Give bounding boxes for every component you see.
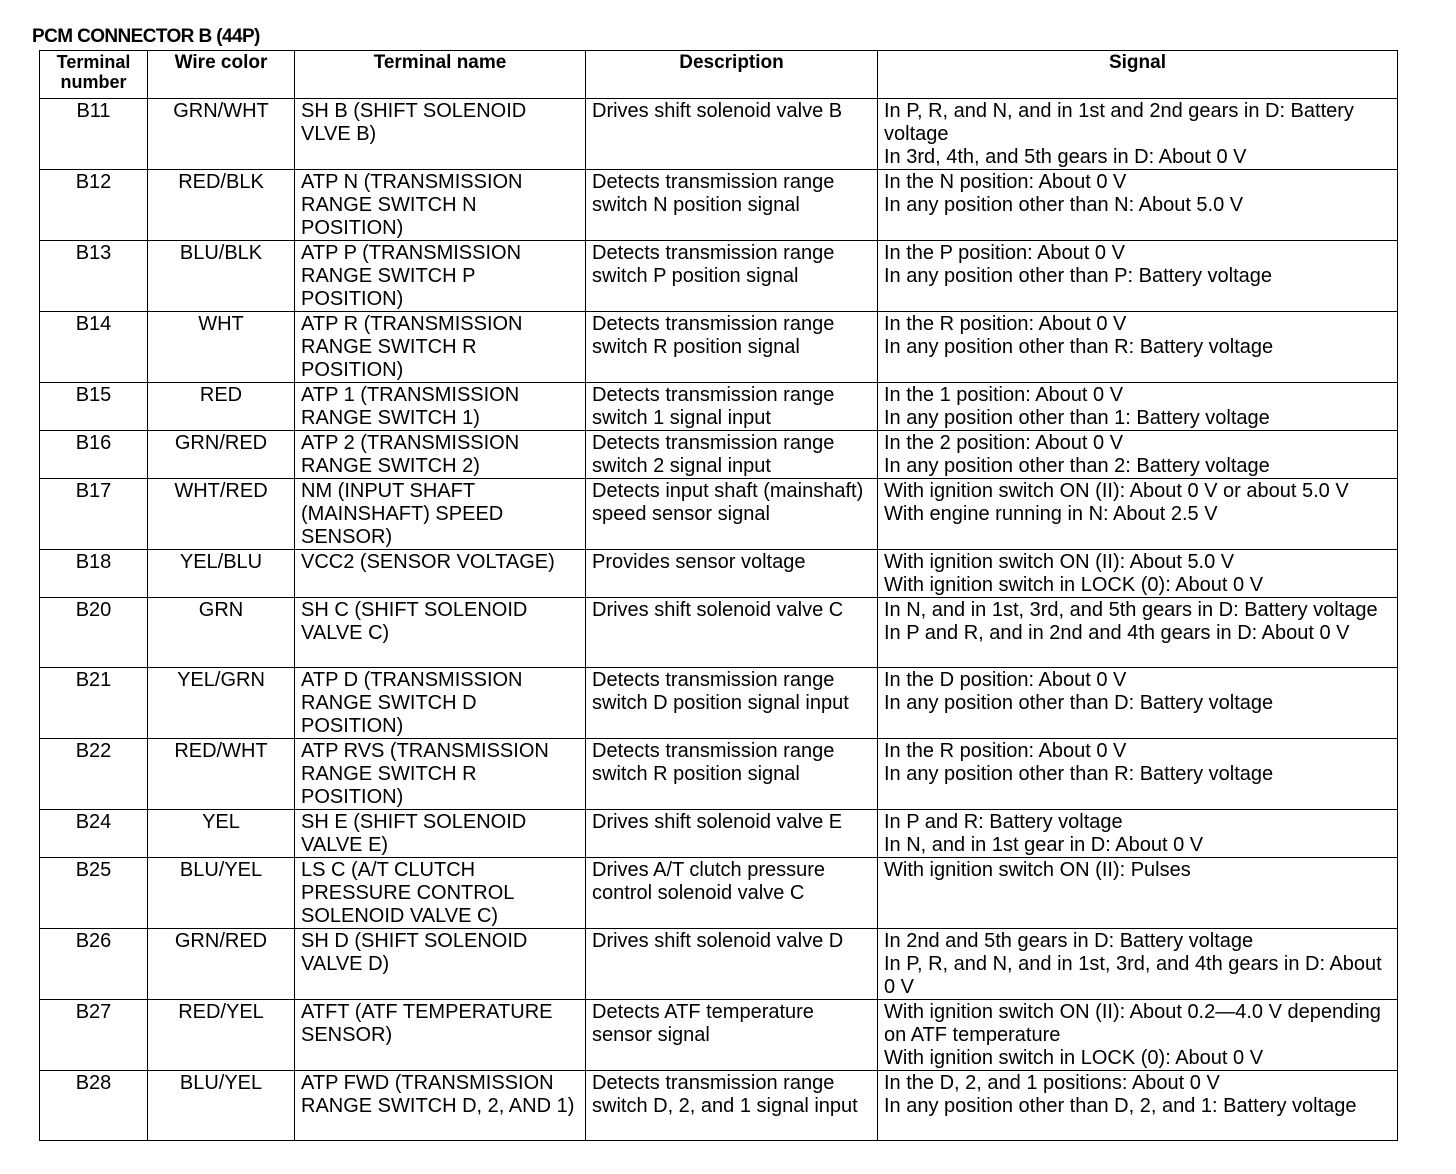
terminal-cell: B12 xyxy=(40,170,148,241)
table-row xyxy=(40,739,1398,810)
wire-color-cell: BLU/BLK xyxy=(148,241,295,312)
terminal-name-cell: SH B (SHIFT SOLENOID VLVE B) xyxy=(295,99,586,170)
description-cell: Detects transmission range switch D, 2, and 1 signal input xyxy=(586,1071,878,1141)
header-wire-color: Wire color xyxy=(148,51,295,99)
description-cell: Drives shift solenoid valve C xyxy=(586,598,878,668)
table-row xyxy=(40,858,1398,929)
description-cell: Detects transmission range switch R position signal xyxy=(586,312,878,383)
signal-cell: In the D position: About 0 V In any position other than D: Battery voltage xyxy=(878,668,1398,739)
terminal-name-cell: ATP RVS (TRANSMISSION RANGE SWITCH R POSITION) xyxy=(295,739,586,810)
table-row xyxy=(40,479,1398,550)
description-cell: Drives shift solenoid valve D xyxy=(586,929,878,1000)
terminal-cell: B15 xyxy=(40,383,148,431)
table-row xyxy=(40,810,1398,858)
signal-cell: With ignition switch ON (II): About 0 V or about 5.0 V With engine running in N: About 2.5 V xyxy=(878,479,1398,550)
terminal-name-cell: ATP N (TRANSMISSION RANGE SWITCH N POSITION) xyxy=(295,170,586,241)
description-cell: Detects transmission range switch N position signal xyxy=(586,170,878,241)
table-row xyxy=(40,383,1398,431)
wire-color-cell: WHT xyxy=(148,312,295,383)
description-cell: Detects transmission range switch 1 signal input xyxy=(586,383,878,431)
signal-cell: With ignition switch ON (II): About 0.2—4.0 V depending on ATF temperature With ignition switch in LOCK (0): About 0 V xyxy=(878,1000,1398,1071)
description-cell: Detects ATF temperature sensor signal xyxy=(586,1000,878,1071)
signal-cell: In N, and in 1st, 3rd, and 5th gears in D: Battery voltage In P and R, and in 2nd and 4th gears in D: About 0 V xyxy=(878,598,1398,668)
terminal-name-cell: VCC2 (SENSOR VOLTAGE) xyxy=(295,550,586,598)
terminal-cell: B14 xyxy=(40,312,148,383)
terminal-cell: B21 xyxy=(40,668,148,739)
wire-color-cell: RED/YEL xyxy=(148,1000,295,1071)
terminal-cell: B27 xyxy=(40,1000,148,1071)
table-title: PCM CONNECTOR B (44P) xyxy=(32,26,260,47)
table-row xyxy=(40,1071,1398,1141)
wire-color-cell: RED/BLK xyxy=(148,170,295,241)
terminal-name-cell: ATP P (TRANSMISSION RANGE SWITCH P POSITION) xyxy=(295,241,586,312)
wire-color-cell: YEL/GRN xyxy=(148,668,295,739)
signal-cell: With ignition switch ON (II): About 5.0 V With ignition switch in LOCK (0): About 0 V xyxy=(878,550,1398,598)
table-row xyxy=(40,929,1398,1000)
terminal-cell: B17 xyxy=(40,479,148,550)
terminal-cell: B22 xyxy=(40,739,148,810)
wire-color-cell: YEL/BLU xyxy=(148,550,295,598)
description-cell: Detects transmission range switch D position signal input xyxy=(586,668,878,739)
terminal-name-cell: NM (INPUT SHAFT (MAINSHAFT) SPEED SENSOR) xyxy=(295,479,586,550)
terminal-cell: B28 xyxy=(40,1071,148,1141)
signal-cell: In the D, 2, and 1 positions: About 0 V In any position other than D, 2, and 1: Battery voltage xyxy=(878,1071,1398,1141)
table-row xyxy=(40,598,1398,668)
table-row xyxy=(40,431,1398,479)
description-cell: Detects transmission range switch R position signal xyxy=(586,739,878,810)
wire-color-cell: BLU/YEL xyxy=(148,1071,295,1141)
terminal-cell: B18 xyxy=(40,550,148,598)
wire-color-cell: GRN xyxy=(148,598,295,668)
signal-cell: With ignition switch ON (II): Pulses xyxy=(878,858,1398,929)
terminal-name-cell: ATP D (TRANSMISSION RANGE SWITCH D POSITION) xyxy=(295,668,586,739)
header-terminal-number: Terminal number xyxy=(40,51,148,99)
terminal-name-cell: LS C (A/T CLUTCH PRESSURE CONTROL SOLENOID VALVE C) xyxy=(295,858,586,929)
wire-color-cell: GRN/RED xyxy=(148,929,295,1000)
wire-color-cell: BLU/YEL xyxy=(148,858,295,929)
wire-color-cell: GRN/RED xyxy=(148,431,295,479)
description-cell: Drives A/T clutch pressure control solenoid valve C xyxy=(586,858,878,929)
wire-color-cell: YEL xyxy=(148,810,295,858)
signal-cell: In the R position: About 0 V In any position other than R: Battery voltage xyxy=(878,312,1398,383)
wire-color-cell: GRN/WHT xyxy=(148,99,295,170)
terminal-cell: B24 xyxy=(40,810,148,858)
terminal-cell: B25 xyxy=(40,858,148,929)
signal-cell: In the R position: About 0 V In any position other than R: Battery voltage xyxy=(878,739,1398,810)
header-description: Description xyxy=(586,51,878,99)
terminal-cell: B11 xyxy=(40,99,148,170)
terminal-cell: B26 xyxy=(40,929,148,1000)
terminal-name-cell: SH D (SHIFT SOLENOID VALVE D) xyxy=(295,929,586,1000)
terminal-name-cell: ATP R (TRANSMISSION RANGE SWITCH R POSITION) xyxy=(295,312,586,383)
header-row xyxy=(40,51,1398,99)
table-row xyxy=(40,1000,1398,1071)
table-row xyxy=(40,241,1398,312)
description-cell: Provides sensor voltage xyxy=(586,550,878,598)
table-row xyxy=(40,668,1398,739)
signal-cell: In 2nd and 5th gears in D: Battery voltage In P, R, and N, and in 1st, 3rd, and 4th gears in D: About 0 V xyxy=(878,929,1398,1000)
description-cell: Detects input shaft (mainshaft) speed sensor signal xyxy=(586,479,878,550)
signal-cell: In P, R, and N, and in 1st and 2nd gears in D: Battery voltage In 3rd, 4th, and 5th gears in D: About 0 V xyxy=(878,99,1398,170)
terminal-cell: B20 xyxy=(40,598,148,668)
signal-cell: In P and R: Battery voltage In N, and in 1st gear in D: About 0 V xyxy=(878,810,1398,858)
terminal-name-cell: ATP FWD (TRANSMISSION RANGE SWITCH D, 2, AND 1) xyxy=(295,1071,586,1141)
description-cell: Drives shift solenoid valve E xyxy=(586,810,878,858)
table-row xyxy=(40,550,1398,598)
table-row xyxy=(40,170,1398,241)
terminal-name-cell: SH E (SHIFT SOLENOID VALVE E) xyxy=(295,810,586,858)
pcm-connector-table xyxy=(39,50,1398,1141)
table-row xyxy=(40,312,1398,383)
signal-cell: In the 1 position: About 0 V In any position other than 1: Battery voltage xyxy=(878,383,1398,431)
description-cell: Detects transmission range switch P position signal xyxy=(586,241,878,312)
wire-color-cell: WHT/RED xyxy=(148,479,295,550)
terminal-cell: B16 xyxy=(40,431,148,479)
signal-cell: In the 2 position: About 0 V In any position other than 2: Battery voltage xyxy=(878,431,1398,479)
table-row xyxy=(40,99,1398,170)
terminal-name-cell: SH C (SHIFT SOLENOID VALVE C) xyxy=(295,598,586,668)
terminal-name-cell: ATP 1 (TRANSMISSION RANGE SWITCH 1) xyxy=(295,383,586,431)
description-cell: Detects transmission range switch 2 signal input xyxy=(586,431,878,479)
header-signal: Signal xyxy=(878,51,1398,99)
terminal-name-cell: ATP 2 (TRANSMISSION RANGE SWITCH 2) xyxy=(295,431,586,479)
header-terminal-name: Terminal name xyxy=(295,51,586,99)
wire-color-cell: RED/WHT xyxy=(148,739,295,810)
terminal-name-cell: ATFT (ATF TEMPERATURE SENSOR) xyxy=(295,1000,586,1071)
terminal-cell: B13 xyxy=(40,241,148,312)
signal-cell: In the P position: About 0 V In any position other than P: Battery voltage xyxy=(878,241,1398,312)
description-cell: Drives shift solenoid valve B xyxy=(586,99,878,170)
signal-cell: In the N position: About 0 V In any position other than N: About 5.0 V xyxy=(878,170,1398,241)
wire-color-cell: RED xyxy=(148,383,295,431)
